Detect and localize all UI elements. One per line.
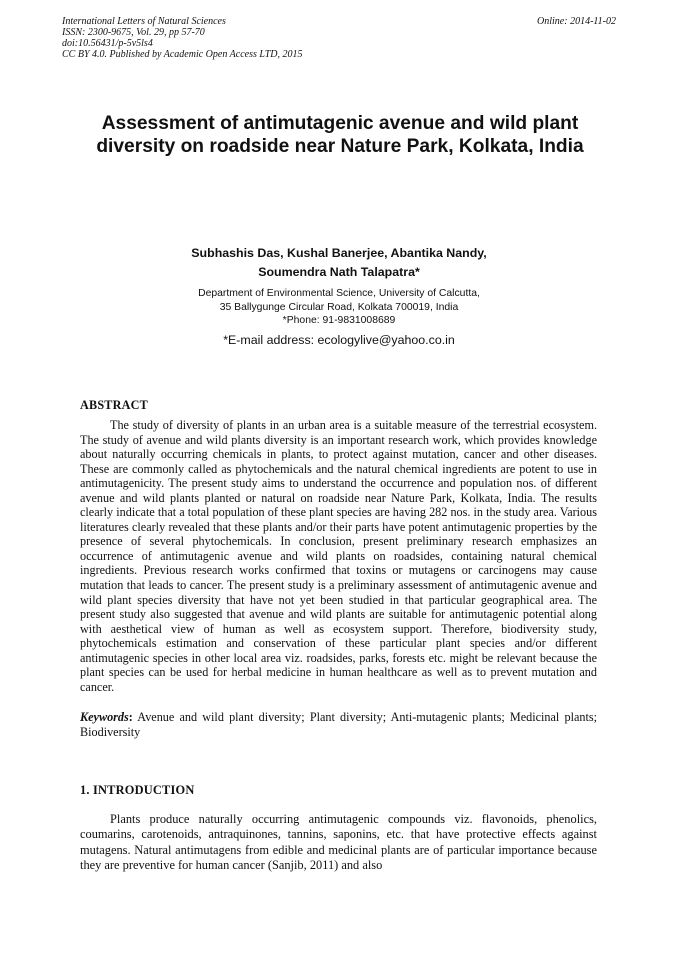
- introduction-heading: 1. INTRODUCTION: [80, 783, 195, 797]
- keywords-label: Keywords: [80, 710, 129, 724]
- affiliation-line-1: Department of Environmental Science, University of Calcutta,: [198, 288, 480, 299]
- keywords-paragraph: [80, 710, 597, 739]
- email-line[interactable]: *E-mail address: ecologylive@yahoo.co.in: [223, 333, 455, 347]
- author-list: [80, 244, 598, 282]
- phone-line: *Phone: 91-9831008689: [282, 315, 396, 326]
- keywords-colon: :: [128, 710, 133, 724]
- affiliation: [80, 287, 598, 328]
- journal-name: International Letters of Natural Sciences: [62, 16, 226, 27]
- license-line: CC BY 4.0. Published by Academic Open Access LTD, 2015: [62, 49, 303, 60]
- issn-line: ISSN: 2300-9675, Vol. 29, pp 57-70: [62, 27, 205, 38]
- author-line-1: Subhashis Das, Kushal Banerjee, Abantika Nandy,: [191, 246, 487, 260]
- author-line-2: Soumendra Nath Talapatra*: [258, 265, 420, 279]
- online-date: Online: 2014-11-02: [537, 16, 616, 27]
- journal-header: [62, 16, 616, 60]
- affiliation-line-2: 35 Ballygunge Circular Road, Kolkata 700019, India: [219, 301, 459, 313]
- keywords-text: Avenue and wild plant diversity; Plant diversity; Anti-mutagenic plants; Medicinal plants; Biodiversity: [80, 710, 597, 739]
- introduction-body: Plants produce naturally occurring antimutagenic compounds viz. flavonoids, phenolics, coumarins, carotenoids, antraquinones, tannins, saponins, etc. that have protective effects against mutagens. Natural antimutagens from edible and medicinal plants are of particular importance because they are preventive for human cancer (Sanjib, 2011) and also: [80, 812, 597, 872]
- doi-line[interactable]: doi:10.56431/p-5v5ls4: [62, 38, 153, 49]
- abstract-heading: ABSTRACT: [80, 398, 148, 412]
- abstract-body: The study of diversity of plants in an urban area is a suitable measure of the terrestrial ecosystem. The study of avenue and wild plants diversity is an important research work, which provides knowledge about naturally occurring chemicals in plants, to protect against mutation, cancer and other diseases. These are commonly called as phytochemicals and the natural chemical ingredients are potent to use in antimutagenicity. The present study aims to understand the occurrence and population nos. of different avenue and wild plants planted or natural on roadside near Nature Park, Kolkata, India. The results clearly indicate that a total population of these plant species are having 282 nos. in the study area. Various literatures clearly revealed that these plants and/or their parts have potent antimutagenic properties by the presence of several phytochemicals. In conclusion, present preliminary research emphasizes an occurrence of antimutagenic avenue and wild plants on roadsides, containing natural chemical ingredients. Previous research works confirmed that toxins or mutagens or carcinogens may cause mutation that leads to cancer. The present study is a preliminary assessment of antimutagenic avenue and wild plant species diversity that have not yet been studied in that particular geographical area. The present study also suggested that avenue and wild plants are suitable for antimutagenic potential along with aesthetical view of human as well as ecosystem support. Therefore, biodiversity study, phytochemicals estimation and conservation of these particular plant species and/or different antimutagenic species in other local area viz. roadsides, parks, forests etc. might be relevant because the plant species can be used for herbal medicine in human healthcare as well as to prevent mutation and cancer.: [80, 418, 597, 694]
- paper-title: Assessment of antimutagenic avenue and wild plant diversity on roadside near Nature Park, Kolkata, India: [96, 113, 584, 157]
